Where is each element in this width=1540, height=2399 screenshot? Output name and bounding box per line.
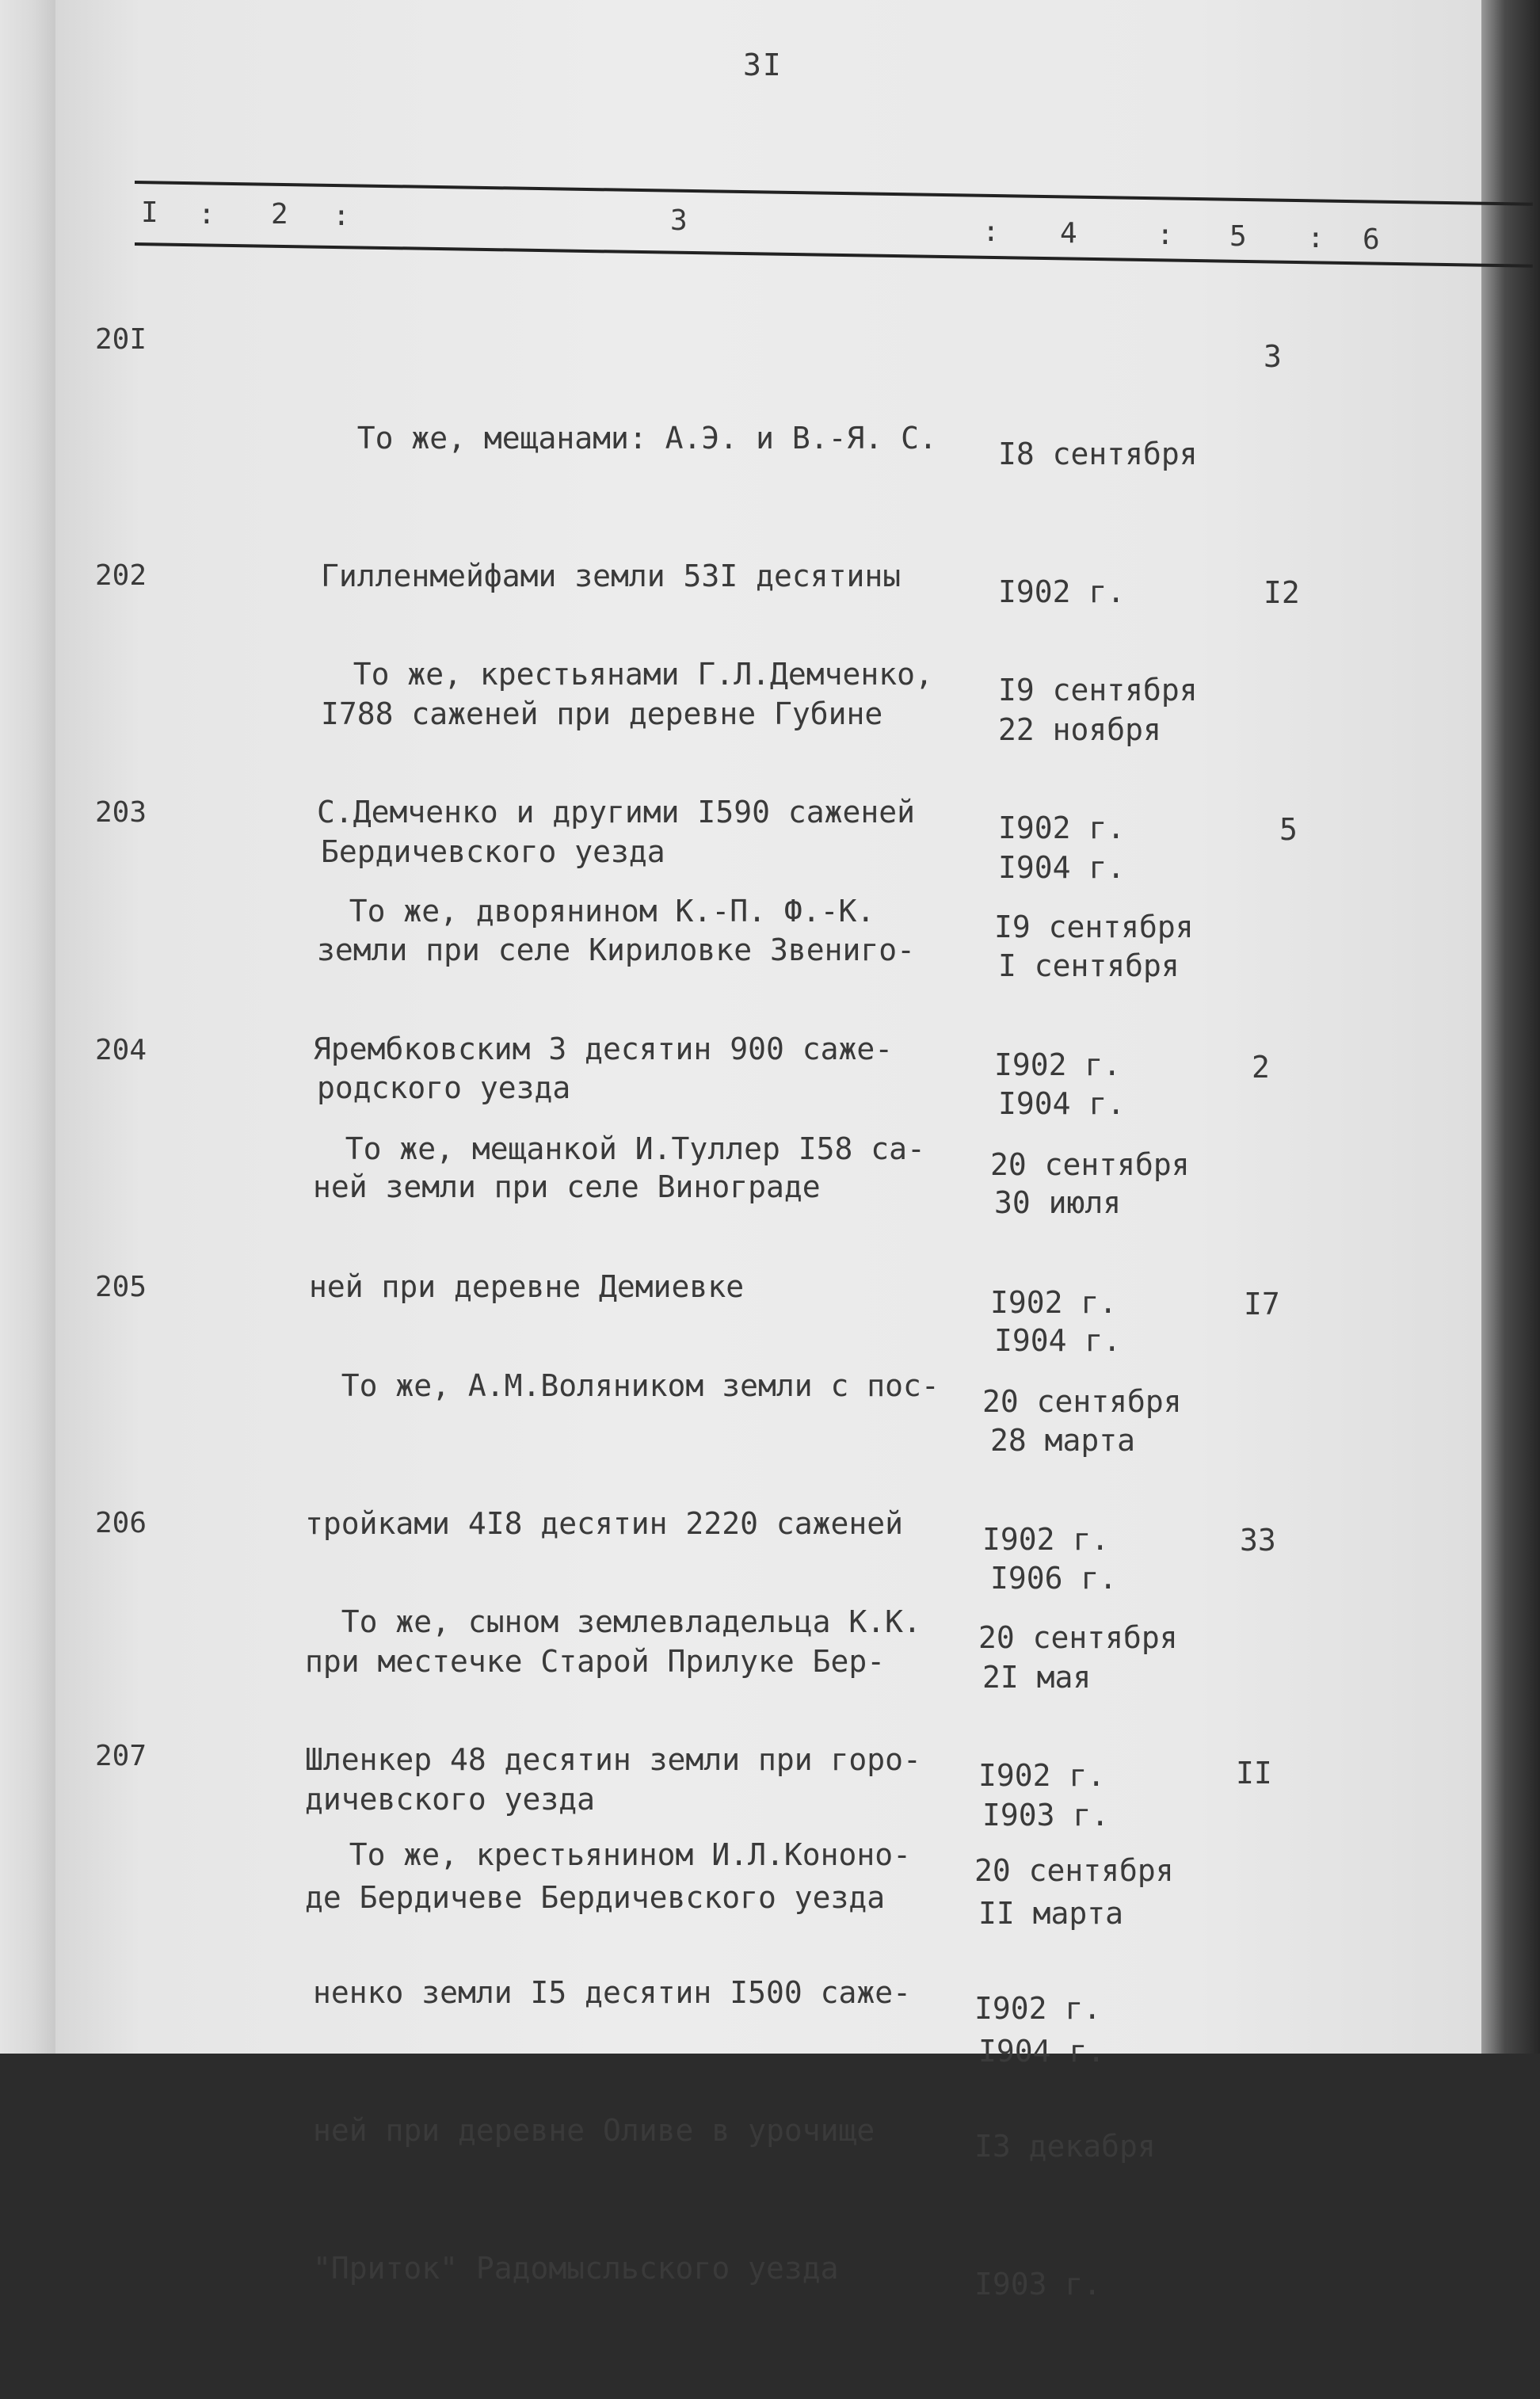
description-line: де Бердичеве Бердичевского уезда: [305, 1880, 886, 1915]
entry-number: 206: [95, 1507, 147, 1539]
entry-number: 204: [95, 1034, 147, 1066]
entry-quantity: I2: [1264, 575, 1300, 610]
date-line: 2I мая: [982, 1660, 1092, 1695]
description-line: С.Демченко и другими I590 саженей: [317, 795, 915, 830]
date-line: 20 сентября: [982, 1384, 1182, 1419]
description-line: То же, крестьянином И.Л.Кононо-: [313, 1837, 911, 1872]
date-line: I904 г.: [978, 2034, 1106, 2069]
description-line: То же, дворянином К.-П. Ф.-К.: [313, 894, 875, 929]
entry-quantity: 5: [1279, 812, 1298, 847]
page-left-margin: [0, 0, 55, 2054]
description-line: при местечке Старой Прилуке Бер-: [305, 1644, 886, 1679]
date-line: I902 г.: [982, 1522, 1110, 1557]
page-number: 3I: [743, 48, 783, 82]
date-line: I904 г.: [998, 850, 1126, 885]
date-line: I9 сентября: [994, 910, 1194, 944]
entry-description: [313, 1740, 994, 2383]
date-line: I904 г.: [998, 1086, 1126, 1121]
header-col-3: 3: [670, 204, 688, 237]
header-col-6: 6: [1363, 223, 1380, 256]
entry-quantity: 33: [1240, 1523, 1276, 1558]
date-line: I902 г.: [994, 1047, 1122, 1082]
description-line: ней земли при селе Винограде: [313, 1169, 821, 1204]
entry-quantity: 2: [1252, 1050, 1270, 1085]
description-line: То же, А.М.Воляником земли с пос-: [305, 1368, 940, 1403]
header-separator: :: [333, 200, 350, 232]
date-line: 28 марта: [990, 1423, 1136, 1458]
entry-dates: [974, 1756, 1212, 2399]
document-page: [55, 0, 1481, 2302]
date-line: I902 г.: [978, 1758, 1106, 1793]
page-right-shadow: [1481, 0, 1540, 2054]
description-line: тройками 4I8 десятин 2220 саженей: [305, 1506, 903, 1541]
description-line: Бердичевского уезда: [321, 834, 665, 869]
header-col-2: 2: [271, 198, 288, 231]
header-separator: :: [1307, 222, 1325, 254]
description-line: ней при деревне Оливе в урочище: [313, 2113, 875, 2148]
description-line: ненко земли I5 десятин I500 саже-: [313, 1975, 911, 2010]
date-line: I906 г.: [990, 1561, 1118, 1596]
description-line: родского уезда: [317, 1070, 571, 1105]
description-line: То же, крестьянами Г.Л.Демченко,: [317, 657, 933, 692]
description-line: "Приток" Радомысльского уезда: [313, 2251, 839, 2286]
date-line: I903 г.: [982, 1798, 1110, 1833]
date-line: I сентября: [998, 948, 1180, 983]
description-line: То же, мещанкой И.Туллер I58 са-: [309, 1131, 925, 1166]
entry-quantity: 3: [1264, 339, 1282, 374]
date-line: 20 сентября: [978, 1620, 1178, 1655]
entry-number: 207: [95, 1740, 147, 1772]
entry-quantity: II: [1236, 1756, 1272, 1791]
description-line: дичевского уезда: [305, 1782, 596, 1817]
date-line: II марта: [978, 1896, 1124, 1931]
date-line: I902 г.: [974, 1991, 1102, 2026]
header-separator: :: [198, 198, 215, 231]
description-line: Ярембковским 3 десятин 900 саже-: [313, 1032, 894, 1066]
description-line: земли при селе Кириловке Звениго-: [317, 933, 915, 967]
date-line: 22 ноября: [998, 712, 1161, 747]
header-separator: :: [982, 215, 1000, 248]
header-col-1: I: [141, 196, 158, 229]
date-line: I902 г.: [998, 810, 1126, 845]
entry-number: 20I: [95, 323, 147, 356]
entry-number: 202: [95, 559, 147, 592]
date-line: 20 сентября: [990, 1147, 1190, 1182]
description-line: I788 саженей при деревне Губине: [321, 696, 883, 731]
entry-quantity: I7: [1244, 1287, 1280, 1322]
date-line: I902 г.: [990, 1285, 1118, 1320]
description-line: То же, мещанами: А.Э. и В.-Я. С.: [321, 421, 937, 456]
date-line: I9 сентября: [998, 673, 1198, 707]
date-line: I902 г.: [998, 574, 1126, 609]
date-line: I904 г.: [994, 1323, 1122, 1358]
date-line: 30 июля: [994, 1185, 1122, 1220]
description-line: Шленкер 48 десятин земли при горо-: [305, 1742, 921, 1777]
header-separator: :: [1157, 219, 1174, 251]
entry-number: 205: [95, 1271, 147, 1303]
entry-number: 203: [95, 796, 147, 829]
date-line: 20 сентября: [974, 1853, 1174, 1888]
description-line: ней при деревне Демиевке: [309, 1269, 745, 1304]
header-col-5: 5: [1229, 220, 1247, 253]
date-line: I3 декабря: [974, 2129, 1156, 2164]
description-line: Гилленмейфами земли 53I десятины: [321, 559, 902, 593]
header-col-4: 4: [1060, 217, 1077, 250]
date-line: I903 г.: [974, 2267, 1102, 2302]
date-line: I8 сентября: [998, 437, 1198, 471]
description-line: То же, сыном землевладельца К.К.: [305, 1604, 921, 1639]
